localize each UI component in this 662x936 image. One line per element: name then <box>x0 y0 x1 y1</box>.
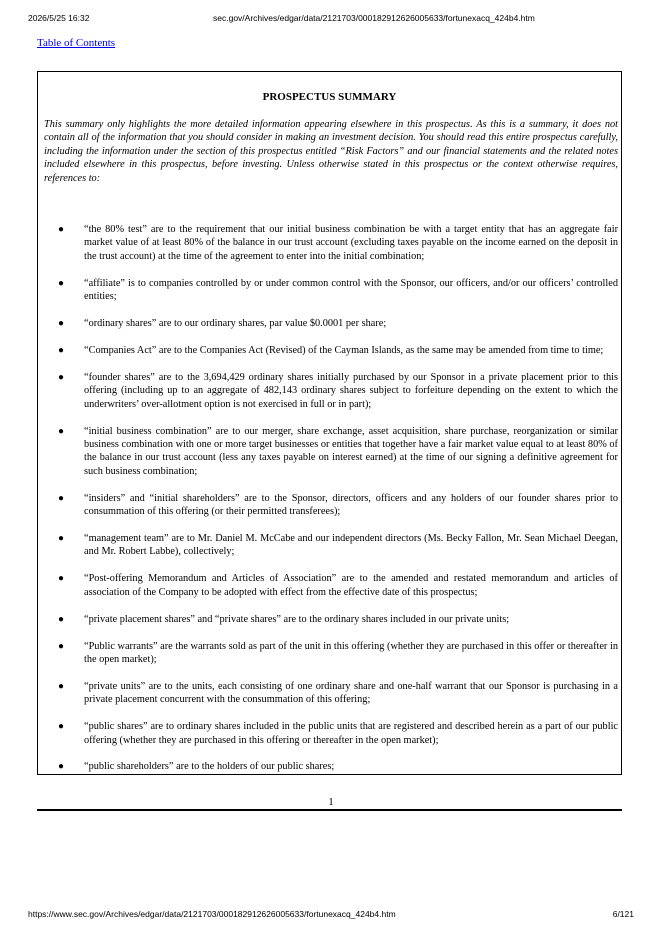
definition-text: “ordinary shares” are to our ordinary shares, par value $0.0001 per share; <box>84 318 387 330</box>
definition-text: “management team” are to Mr. Daniel M. McCabe and our independent directors (Ms. Becky Fallon, Mr. Sean Michael Deegan, and Mr. Robert Labbe), collectively; <box>84 533 618 558</box>
definition-item <box>44 640 618 667</box>
definition-text: “Post-offering Memorandum and Articles of Association” are to the amended and restated memorandum and articles of association of the Company to be adopted with effect from the effective date of this prospectus; <box>84 573 618 598</box>
definition-item <box>44 344 618 357</box>
bullet-icon: ● <box>58 761 65 773</box>
definition-item <box>44 317 618 330</box>
definition-item <box>44 760 618 773</box>
bullet-icon: ● <box>58 371 65 383</box>
definition-text: “public shareholders” are to the holders of our public shares; <box>84 761 335 773</box>
bullet-icon: ● <box>58 533 65 544</box>
definition-item <box>44 572 618 599</box>
definition-text: “public shares” are to ordinary shares included in the public units that are registered and described herein as a part of our public offering (whether they are purchased in this offering or thereafter in the open market); <box>84 721 618 746</box>
definition-text: “affiliate” is to companies controlled by or under common control with the Sponsor, our officers, and/or our officers’ controlled entities; <box>84 277 618 303</box>
definition-item <box>44 492 618 519</box>
bullet-icon: ● <box>58 613 65 625</box>
bullet-icon: ● <box>58 344 65 356</box>
bullet-icon: ● <box>58 425 65 437</box>
bullet-icon: ● <box>58 721 65 733</box>
definition-item <box>44 223 618 263</box>
section-title: PROSPECTUS SUMMARY <box>262 91 397 103</box>
prospectus-summary-box <box>37 71 622 775</box>
print-datetime: 2026/5/25 16:32 <box>28 13 90 23</box>
bullet-icon: ● <box>58 224 65 235</box>
definition-item <box>44 613 618 626</box>
definition-text: “Public warrants” are the warrants sold as part of the unit in this offering (whether they are purchased in this offer or thereafter in the open market); <box>84 640 618 665</box>
definition-text: “initial business combination” are to our merger, share exchange, asset acquisition, share purchase, reorganization or similar business combination with one or more target businesses or entities that together have a fair market value equal to at least 80% of the balance in our trust account (less any taxes payable on interest earned) at the time of our signing a definitive agreement for such business combination; <box>84 425 618 477</box>
bullet-icon: ● <box>58 318 65 330</box>
footer-url: https://www.sec.gov/Archives/edgar/data/2121703/000182912626005633/fortunexacq_424b4.htm <box>28 909 396 919</box>
definition-text: “private units” are to the units, each consisting of one ordinary share and one-half warrant that our Sponsor is purchasing in a private placement concurrent with the consummation of this offering; <box>84 680 618 706</box>
definition-item <box>44 532 618 559</box>
summary-intro: This summary only highlights the more detailed information appearing elsewhere in this prospectus. As this is a summary, it does not contain all of the information that you should consider in making an investment decision. You should read this entire prospectus carefully, including the information under the section of this prospectus entitled “Risk Factors” and our financial statements and the related notes included elsewhere in this prospectus, before investing. Unless otherwise stated in this prospectus or the context otherwise requires, references to: <box>44 119 618 184</box>
print-header <box>0 13 662 27</box>
bullet-icon: ● <box>58 680 65 692</box>
bullet-icon: ● <box>58 573 65 585</box>
definition-item <box>44 277 618 304</box>
definition-item <box>44 371 618 411</box>
definition-item <box>44 425 618 479</box>
table-of-contents-link[interactable]: Table of Contents <box>37 37 116 49</box>
definition-text: “founder shares” are to the 3,694,429 ordinary shares initially purchased by our Sponsor in a private placement prior to this offering (including up to an aggregate of 482,143 ordinary shares subject to forfeiture depending on the extent to which the underwriters’ over-allotment option is not exercised in full or in part); <box>84 371 618 410</box>
definition-text: “insiders” and “initial shareholders” are to the Sponsor, directors, officers and any holders of our founder shares prior to consummation of this offering (or their permitted transferees); <box>84 492 618 518</box>
page-divider <box>37 809 622 811</box>
definition-item <box>44 720 618 747</box>
footer-page-count: 6/121 <box>612 909 634 919</box>
bullet-icon: ● <box>58 640 65 652</box>
bullet-icon: ● <box>58 277 65 289</box>
definition-text: “private placement shares” and “private shares” are to the ordinary shares included in our private units; <box>84 613 510 625</box>
definition-text: “Companies Act” are to the Companies Act (Revised) of the Cayman Islands, as the same may be amended from time to time; <box>84 344 604 356</box>
definitions-list <box>44 223 618 787</box>
print-url: sec.gov/Archives/edgar/data/2121703/000182912626005633/fortunexacq_424b4.htm <box>213 13 535 23</box>
bullet-icon: ● <box>58 492 65 504</box>
page-number: 1 <box>328 796 334 808</box>
definition-item <box>44 680 618 707</box>
definition-text: “the 80% test” are to the requirement that our initial business combination be with a target entity that has an aggregate fair market value of at least 80% of the balance in our trust account (excluding taxes payable on the income earned on the deposit in the trust account) at the time of the agreement to enter into the initial combination; <box>84 224 618 262</box>
